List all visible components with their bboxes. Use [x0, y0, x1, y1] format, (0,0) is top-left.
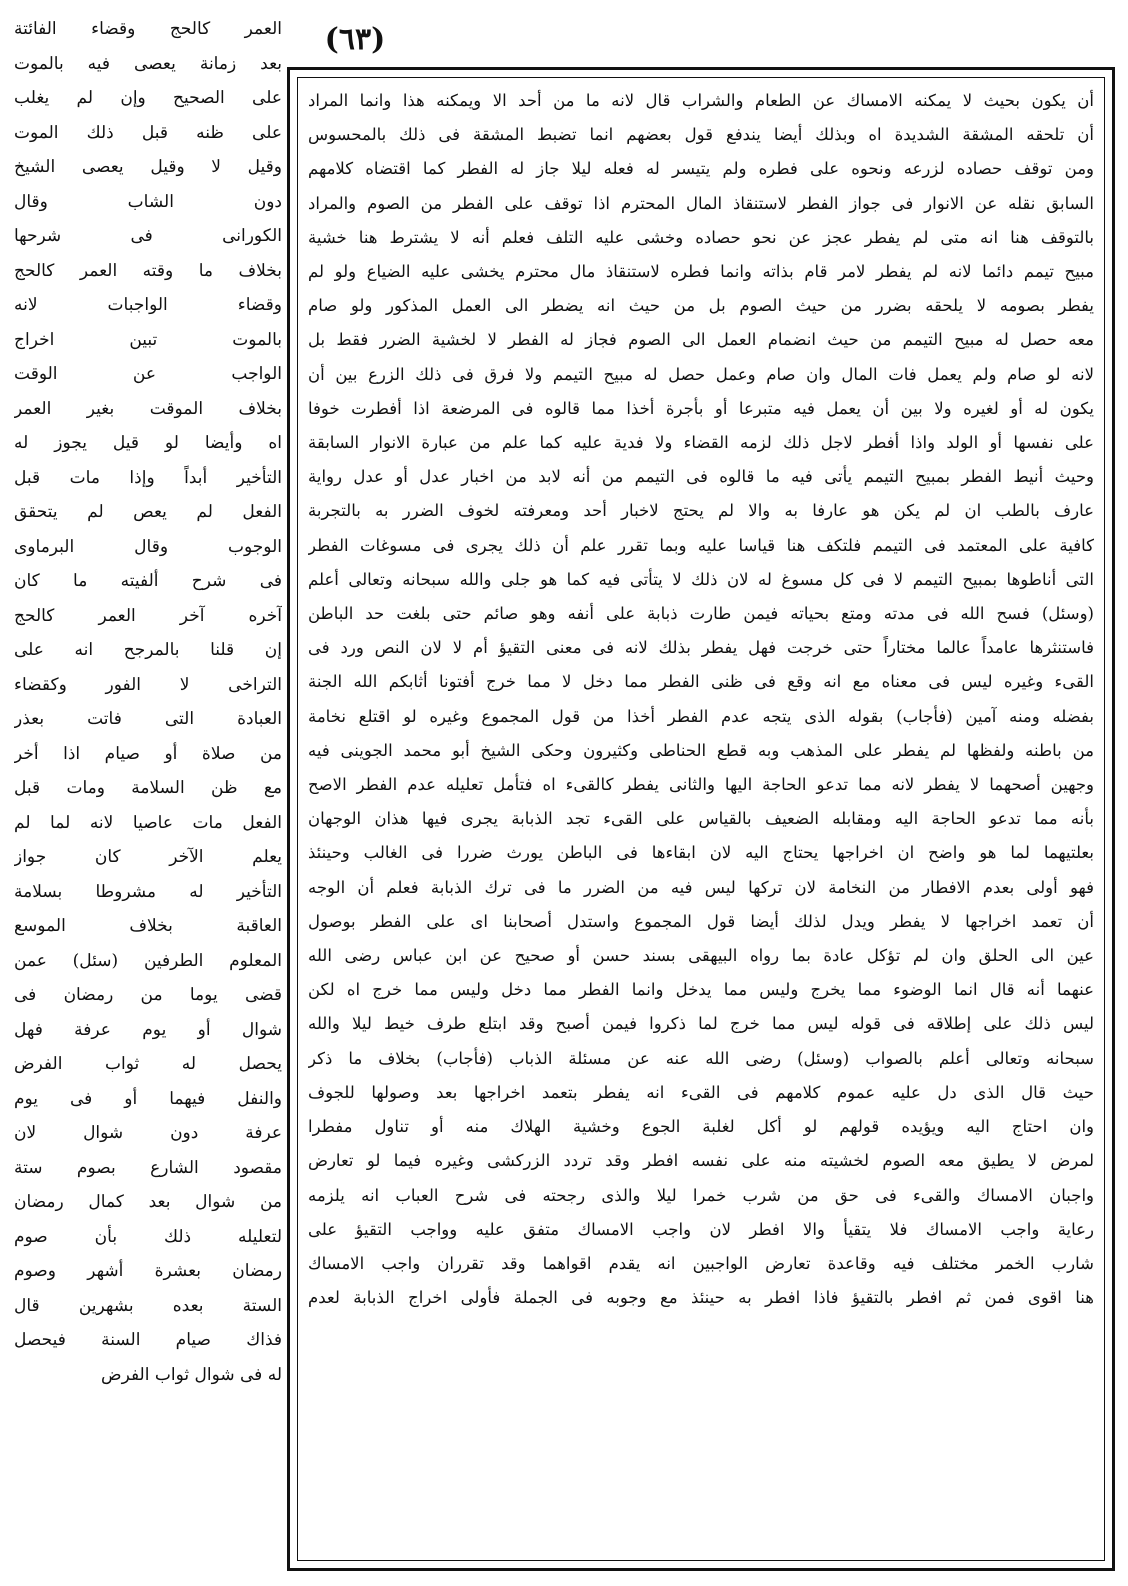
main-text-line: كافية على المعتمد فى التيمم فلتكف هنا قياسا عليه وبما تقرر علم أن ذلك يجرى فى مسوغات الفطر [308, 535, 1094, 555]
margin-text-line: مع ظن السلامة ومات قبل [14, 778, 282, 798]
main-text-line: مبيح تيمم دائما لانه لم يفطر لامر قام بذاته وانما فطره لاستنقاذ مال محترم يخشى عليه الضياع ولو لم [308, 262, 1094, 282]
margin-text-line: الفعل لم يعص لم يتحقق [14, 502, 282, 522]
main-text-line: فاستنثرها عامداً عالما مختاراً حتى خرجت فهل يفطر بذلك لانه فى معنى التقيؤ أم لا لان النص ورد فى [308, 638, 1094, 658]
margin-text-line: من شوال بعد كمال رمضان [14, 1192, 282, 1212]
margin-text-line: قضى يوما من رمضان فى [14, 985, 282, 1005]
main-text-line: بعلتيهما لما هو واضح ان اخراجها يحتاج اليه لان ابقاءها فى الباطن يورث ضررا فى الغالب وحينئذ [308, 843, 1094, 863]
margin-text-line: شوال أو يوم عرفة فهل [14, 1019, 282, 1040]
main-text [308, 84, 1094, 1315]
main-text-line: يفطر بصومه لا يلحقه بضرر من حيث الصوم بل من حيث انه يضطر الى العمل المذكور ولو صام [308, 296, 1094, 316]
margin-text-line: الكورانى فى شرحها [14, 226, 282, 246]
main-text-line: حيث قال الذى دل عليه عموم كلامهم فى القىء انه يفطر بتعمد اخراجها بعد وصولها للجوف [308, 1082, 1094, 1102]
page-number: (٦٣) [324, 22, 386, 57]
main-text-line: بفضله ومنه آمين (فأجاب) بقوله الذى يتجه عدم الفطر أخذا من قول المجموع وغيره لو اقتلع نخامة [308, 706, 1094, 726]
main-text-line: (وسئل) فسح الله فى مدته ومتع بحياته فيمن طارت ذبابة على أنفه وهو صائم حتى بلغت حد الباطن [308, 604, 1094, 624]
margin-text-line: آخره آخر العمر كالحج [14, 605, 282, 626]
main-text-line: على نفسها أو الولد واذا أفطر لاجل ذلك لزمه القضاء ولا فدية عليه كما علم من عبارة الانوار السابقة [308, 433, 1094, 453]
margin-text-line: العبادة التى فاتت بعذر [14, 709, 282, 729]
main-text-line: لمرض لا يطيق معه الصوم لخشيته منه على نفسه افطر وقد تردد الزركشى وغيره فيما لو تعارض [308, 1151, 1094, 1171]
main-text-line: بالتوقف هنا انه متى لم يفطر عجز عن نحو حصاده وخشى عليه التلف فعلم أنه لا يشترط هنا خشية [308, 227, 1094, 247]
main-text-line: وان احتاج اليه ويؤيده قولهم لو أكل لغلبة الجوع وخشية الهلاك منه أو تناول مفطرا [308, 1117, 1094, 1137]
margin-text-line: العمر كالحج وقضاء الفائتة [14, 19, 282, 39]
main-text-line: سبحانه وتعالى أعلم بالصواب (وسئل) رضى الله عنه عن مسئلة الذباب (فأجاب) بخلاف ما ذكر [308, 1048, 1094, 1068]
margin-text-line: اه وأيضا لو قيل يجوز له [14, 433, 282, 453]
margin-text-line: الستة بعده بشهرين قال [14, 1295, 282, 1316]
main-text-line: أن يكون بحيث لا يمكنه الامساك عن الطعام والشراب قال لانه ما من أحد الا ويمكنه هذا وانما المراد [308, 91, 1094, 110]
margin-text-line: الفعل مات عاصيا لانه لما لم [14, 812, 282, 833]
margin-text-line: بعد زمانة يعصى فيه بالموت [14, 53, 282, 74]
main-text-line: لانه لو صام ولم يعمل فات المال وان صام وعمل حصل له مبيح التيمم ولا فرق فى ذلك الزرع بين أن [308, 364, 1094, 384]
main-text-line: عين الى الحلق وان لم تؤكل عادة بما رواه البيهقى بسند حسن أو صحيح عن ابن عباس رضى الله [308, 946, 1094, 966]
margin-text-line: بخلاف ما وقته العمر كالحج [14, 260, 282, 281]
main-text-line: القىء وغيره ليس فى معناه مع انه وقع فى ظنى الفطر مما دخل لا مما خرج أفتونا أثابكم الله الجنة [308, 672, 1094, 692]
margin-text-line: بخلاف الموقت بغير العمر [14, 398, 282, 419]
main-text-line: يكون له أو لغيره ولا بين أن يعمل فيه متبرعا أو بأجرة أخذا مما قالوه فى المرضعة اذا أفطرت خوفا [308, 398, 1094, 418]
margin-text-line: المعلوم الطرفين (سئل) عمن [14, 950, 282, 971]
main-text-line: معه حصل له مبيح التيمم من حيث انضمام العمل الى الصوم فجاز له الفطر لا لخشية الضرر فقط بل [308, 330, 1094, 350]
margin-text-line: بالموت تبين اخراج [14, 329, 282, 350]
main-text-line: من باطنه ولفظها لم يفطر على المذهب وبه قطع الحناطى وكثيرون وحكى الشيخ أبو محمد الجوينى فيه [308, 740, 1094, 760]
main-text-line: واجبان الامساك والقىء فى حق من شرب خمرا ليلا والذى رجحته فى شرح العباب انه يلزمه [308, 1185, 1094, 1205]
main-text-line: وجهين أصحهما لا يفطر لانه مما تدعو الحاجة اليها والثانى يفطر كالقىء اه فتأمل تعليله عدم الفطر الاصح [308, 775, 1094, 795]
main-text-line: ليس ذلك على إطلاقه فى قوله ليس مما خرج لما ذكروا فيمن أصبح وقد ابتلع طرف خيط ليلا والله [308, 1014, 1094, 1034]
margin-column [14, 12, 282, 1392]
margin-text-line: له فى شوال ثواب الفرض [101, 1364, 282, 1385]
margin-text-line: الوجوب وقال البرماوى [14, 536, 282, 557]
margin-text-line: رمضان بعشرة أشهر وصوم [14, 1261, 282, 1281]
margin-text-line: والنفل فيهما أو فى يوم [14, 1088, 282, 1109]
margin-text-line: التراخى لا الفور وكقضاء [14, 674, 282, 695]
margin-text-line: مقصود الشارع بصوم ستة [14, 1157, 282, 1178]
margin-text-line: إن قلنا بالمرجح انه على [14, 640, 282, 660]
margin-text-line: دون الشاب وقال [14, 191, 282, 212]
main-text-line: ومن توقف حصاده لزرعه ونحوه على فطره ولم يتيسر له فعله ليلا جاز له الفطر كما اقتضاه كلامهم [308, 159, 1094, 179]
margin-text-line: يعلم الآخر كان جواز [14, 847, 282, 867]
main-text-line: أن تلحقه المشقة الشديدة اه وبذلك أيضا يندفع قول بعضهم انما تضبط المشقة فى ذلك بالمحسوس [308, 125, 1094, 145]
main-text-line: فهو أولى بعدم الافطار من النخامة لان تركها ليس فيه من الضرر ما فى ترك الذبابة فعلم أن الوجه [308, 877, 1094, 897]
margin-text-line: يحصل له ثواب الفرض [14, 1054, 282, 1074]
main-text-line: رعاية واجب الامساك فلا يتقيأ والا افطر لان واجب الامساك متفق عليه وواجب التقيؤ على [308, 1219, 1094, 1239]
margin-text-line: وقيل لا وقيل يعصى الشيخ [14, 157, 282, 177]
margin-text-line: الواجب عن الوقت [14, 364, 282, 384]
margin-text-line: لتعليله ذلك بأن صوم [14, 1226, 282, 1247]
main-text-line: هنا اقوى فمن ثم افطر بالتقيؤ فاذا افطر به حينئذ مع وجوبه فى الجملة فأولى اخراج الذبابة لعدم [308, 1288, 1094, 1308]
main-text-line: التى أناطوها بمبيح التيمم لا فى كل مسوغ له لان ذلك لا يتأتى فيه كما هو جلى والله سبحانه وتعالى أعلم [308, 569, 1094, 589]
margin-text-line: وقضاء الواجبات لانه [14, 295, 282, 315]
margin-text-line: على ظنه قبل ذلك الموت [14, 122, 282, 143]
margin-text-line: فى شرح ألفيته ما كان [14, 571, 282, 591]
main-text-line: عنهما أنه قال انما الوضوء مما يخرج وليس مما يدخل وانما الفطر مما دخل وليس مما خرج اه لكن [308, 980, 1094, 1000]
main-text-line: عارف بالطب ان لم يكن هو عارفا به والا لم يحتج لاخبار أحد ومعرفته لخوف الضرر به بالتجربة [308, 501, 1094, 521]
margin-text-line: العاقبة بخلاف الموسع [14, 916, 282, 936]
margin-text-line: التأخير أبداً وإذا مات قبل [14, 467, 282, 488]
margin-text-line: على الصحيح وإن لم يغلب [14, 88, 282, 108]
margin-text-line: من صلاة أو صيام اذا أخر [14, 743, 282, 764]
main-text-line: بأنه مما تدعو الحاجة اليه ومقابله الضعيف بالقياس على القىء تجد الذبابة يجرى فيها هذان الوجهان [308, 809, 1094, 829]
main-text-line: السابق نقله عن الانوار فى جواز الفطر لاستنقاذ المال المحترم اذا توقف على الفطر من الصوم والمراد [308, 193, 1094, 213]
main-text-line: وحيث أنيط الفطر بمبيح التيمم يأتى فيه ما قالوه فى التيمم من أنه لابد من اخبار عدل أو عدل رواية [308, 467, 1094, 487]
margin-text-line: عرفة دون شوال لان [14, 1123, 282, 1143]
main-text-line: شارب الخمر مختلف فيه وقاعدة تعارض الواجبين انه يقدم اقواهما وقد تقرران واجب الامساك [308, 1253, 1094, 1273]
main-text-inner-frame [297, 77, 1105, 1561]
main-text-line: أن تعمد اخراجها لا يفطر ويدل لذلك أيضا قول المجموع واستدل أصحابنا اى على الفطر بوصول [308, 911, 1094, 931]
margin-text-line: فذاك صيام السنة فيحصل [14, 1330, 282, 1350]
margin-text-line: التأخير له مشروطا بسلامة [14, 881, 282, 902]
main-text-frame [287, 67, 1115, 1571]
